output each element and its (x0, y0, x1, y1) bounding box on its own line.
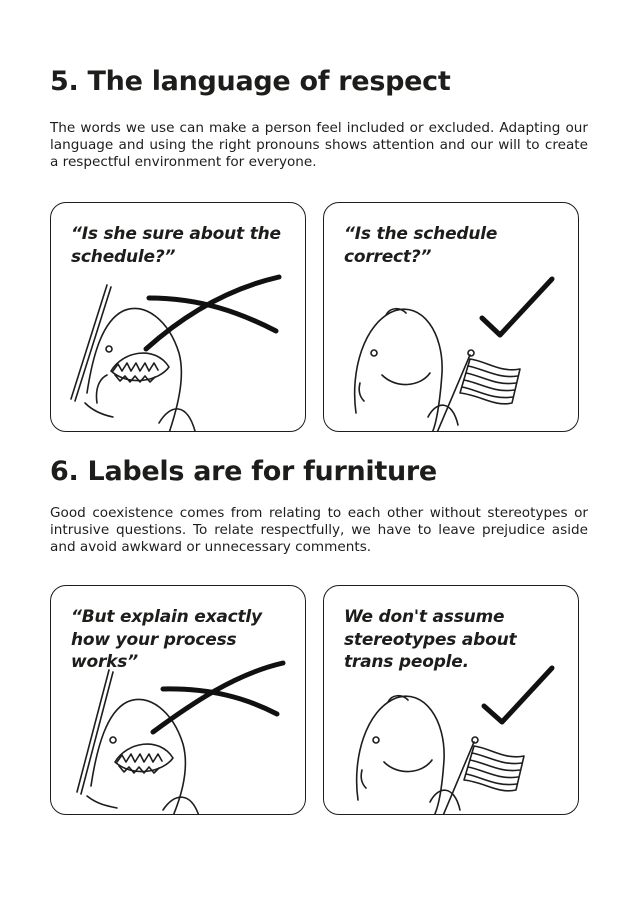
checkmark-icon (482, 279, 552, 335)
comic-panel-right (323, 202, 579, 432)
section-body: Good coexistence comes from relating to each other without stereotypes or intrusive questions. To relate respectfully, we have to leave prejudice aside and avoid awkward or unnecessary comments. (50, 505, 588, 555)
checkmark-icon (484, 668, 552, 722)
section-body: The words we use can make a person feel included or excluded. Adapting our language and using the right pronouns shows attention and our will to create a respectful environment for everyone. (50, 120, 588, 170)
cross-icon (146, 277, 279, 349)
angry-shark-icon (77, 670, 199, 815)
pride-flag-icon (442, 737, 524, 815)
panel-quote: “But explain exactly how your process works” (71, 607, 262, 672)
section-title: 6. Labels are for furniture (50, 456, 437, 487)
happy-shark-icon (357, 696, 460, 815)
panel-quote: We don't assume stereotypes about trans people. (344, 607, 517, 672)
comic-panel-wrong (50, 202, 306, 432)
panel-quote: “Is she sure about the schedule?” (71, 224, 281, 267)
happy-shark-icon (355, 309, 458, 432)
panel-quote: “Is the schedule correct?” (344, 224, 498, 267)
comic-panel-right (323, 585, 579, 815)
pride-flag-icon (436, 350, 520, 432)
section-title: 5. The language of respect (50, 66, 451, 97)
angry-shark-icon (71, 285, 195, 432)
comic-panel-wrong (50, 585, 306, 815)
